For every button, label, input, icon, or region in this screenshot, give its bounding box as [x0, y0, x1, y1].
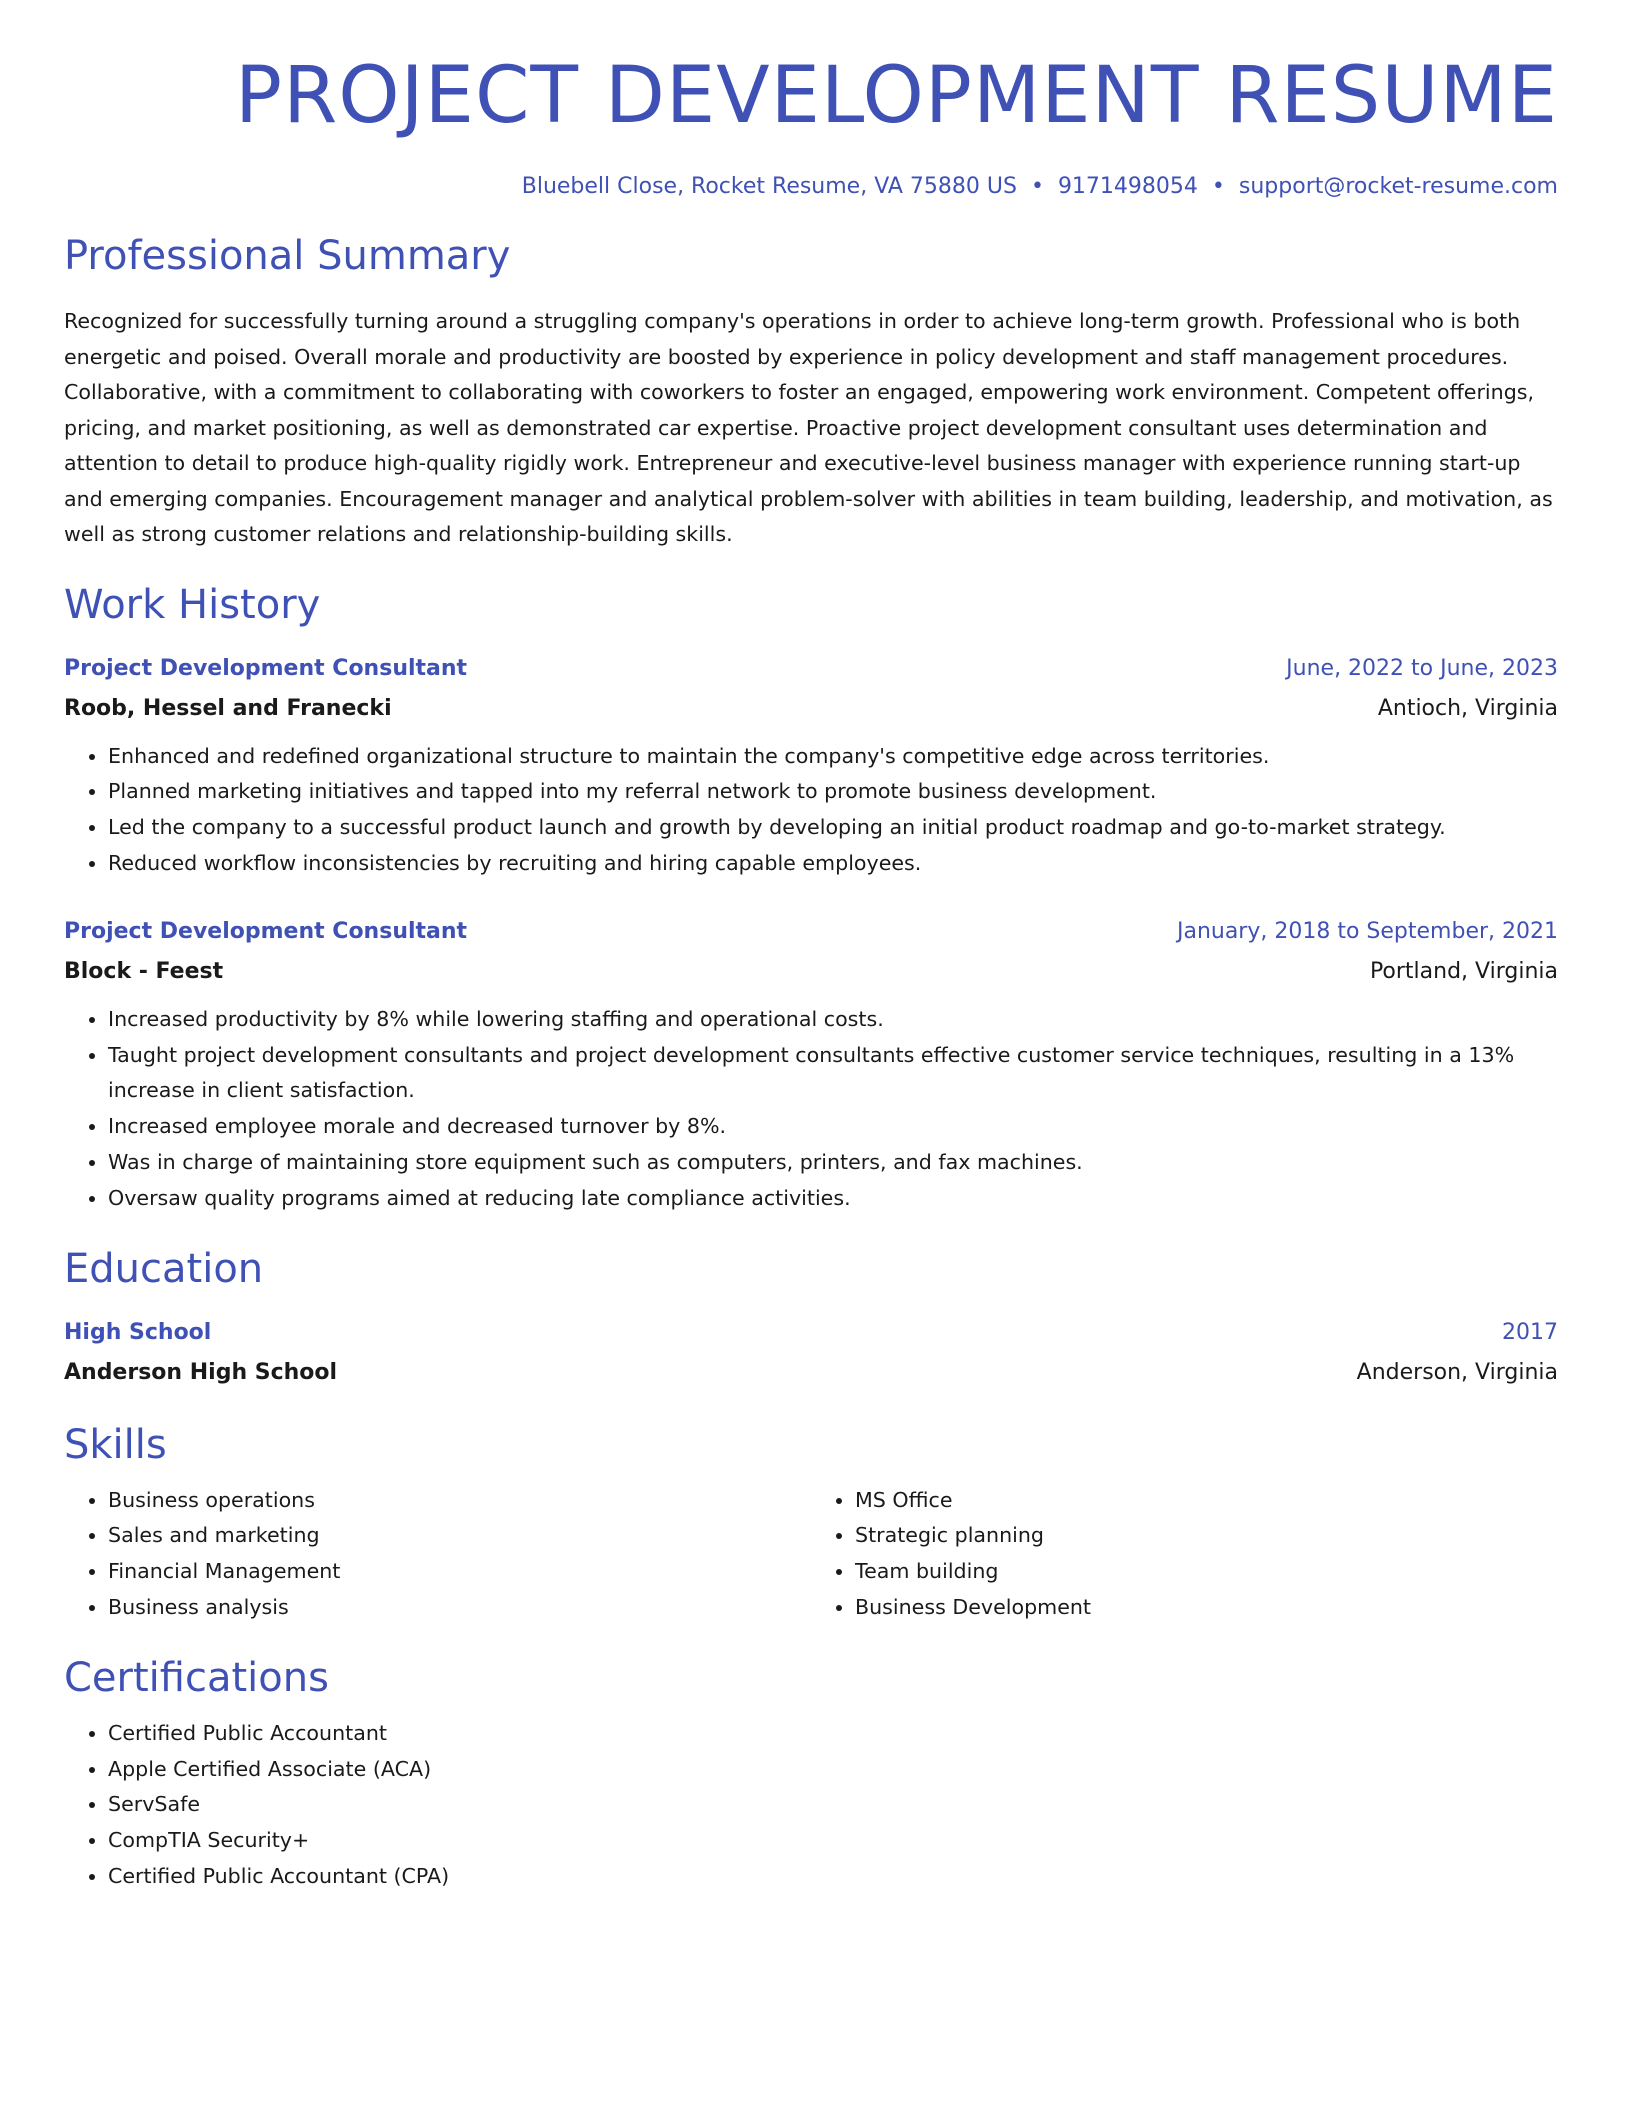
resume-page: [64, 0, 1558, 1895]
certification-item: • Certified Public Accountant: [108, 1716, 1558, 1752]
education-school: Anderson High School: [64, 1359, 338, 1385]
certifications-heading: Certifications: [64, 1654, 329, 1701]
contact-address: Bluebell Close, Rocket Resume, VA 75880 US: [521, 173, 1017, 199]
education-year: 2017: [1502, 1319, 1558, 1345]
job-entry: [64, 912, 1558, 1217]
job-dates: January, 2018 to September, 2021: [1176, 918, 1558, 944]
job-role: Project Development Consultant: [64, 655, 468, 681]
skills-heading: Skills: [64, 1421, 167, 1468]
skill-item: • Business operations: [108, 1483, 811, 1519]
contact-line: [64, 174, 1558, 200]
contact-phone: 9171498054: [1057, 173, 1198, 199]
summary-heading: Professional Summary: [64, 233, 511, 280]
skill-item: • MS Office: [855, 1483, 1558, 1519]
job-bullet: • Oversaw quality programs aimed at reducing late compliance activities.: [108, 1181, 1558, 1217]
education-section: [64, 1245, 1558, 1393]
resume-title: PROJECT DEVELOPMENT RESUME: [235, 51, 1558, 141]
contact-email[interactable]: support@rocket-resume.com: [1238, 173, 1558, 199]
skills-list-left: [64, 1483, 811, 1626]
education-degree: High School: [64, 1319, 212, 1345]
job-bullet: • Increased productivity by 8% while lowering staffing and operational costs.: [108, 1002, 1558, 1038]
job-bullet: • Planned marketing initiatives and tapped into my referral network to promote business development.: [108, 774, 1558, 810]
job-bullet: • Increased employee morale and decreased turnover by 8%.: [108, 1109, 1558, 1145]
contact-separator: •: [1030, 173, 1044, 199]
job-dates: June, 2022 to June, 2023: [1286, 655, 1558, 681]
education-heading: Education: [64, 1245, 264, 1292]
skill-item: • Team building: [855, 1554, 1558, 1590]
skills-list-right: [811, 1483, 1558, 1626]
skill-item: • Financial Management: [108, 1554, 811, 1590]
skills-columns: [64, 1483, 1558, 1626]
work-history-heading: Work History: [64, 581, 321, 628]
summary-text: Recognized for successfully turning around a struggling company's operations in order to achieve long-term growth. Professional who is both energetic and poised. Overall morale and productivity are boosted by experience in policy development and staff management procedures. Collaborative, with a commitment to collaborating with coworkers to foster an engaged, empowering work environment. Competent offerings, pricing, and market positioning, as well as demonstrated car expertise. Proactive project development consultant uses determination and attention to detail to produce high-quality rigidly work. Entrepreneur and executive-level business manager with experience running start-up and emerging companies. Encouragement manager and analytical problem-solver with abilities in team building, leadership, and motivation, as well as strong customer relations and relationship-building skills.: [64, 309, 1553, 547]
skill-item: • Business analysis: [108, 1590, 811, 1626]
certification-item: • Certified Public Accountant (CPA): [108, 1859, 1558, 1895]
job-entry: [64, 649, 1558, 882]
skill-item: • Business Development: [855, 1590, 1558, 1626]
certification-item: • CompTIA Security+: [108, 1823, 1558, 1859]
job-bullet: • Led the company to a successful product launch and growth by developing an initial product roadmap and go-to-market strategy.: [108, 810, 1558, 846]
certifications-list: [64, 1716, 1558, 1895]
job-bullet: • Enhanced and redefined organizational structure to maintain the company's competitive edge across territories.: [108, 739, 1558, 775]
education-location: Anderson, Virginia: [1356, 1359, 1558, 1385]
job-location: Portland, Virginia: [1369, 958, 1558, 984]
job-location: Antioch, Virginia: [1377, 695, 1558, 721]
job-role: Project Development Consultant: [64, 918, 468, 944]
certification-item: • ServSafe: [108, 1787, 1558, 1823]
education-entry: [64, 1313, 1558, 1393]
job-bullet: • Reduced workflow inconsistencies by recruiting and hiring capable employees.: [108, 846, 1558, 882]
job-company: Block - Feest: [64, 958, 224, 984]
skill-item: • Sales and marketing: [108, 1518, 811, 1554]
job-company: Roob, Hessel and Franecki: [64, 695, 392, 721]
contact-separator: •: [1211, 173, 1225, 199]
job-bullet: • Taught project development consultants and project development consultants effective customer service techniques, resulting in a 13% increase in client satisfaction.: [108, 1038, 1558, 1110]
certifications-section: [64, 1654, 1558, 1895]
job-bullets: [64, 1002, 1558, 1217]
job-bullet: • Was in charge of maintaining store equipment such as computers, printers, and fax machines.: [108, 1145, 1558, 1181]
work-history-section: [64, 581, 1558, 1217]
job-bullets: [64, 739, 1558, 882]
skill-item: • Strategic planning: [855, 1518, 1558, 1554]
certification-item: • Apple Certified Associate (ACA): [108, 1752, 1558, 1788]
skills-section: [64, 1421, 1558, 1626]
